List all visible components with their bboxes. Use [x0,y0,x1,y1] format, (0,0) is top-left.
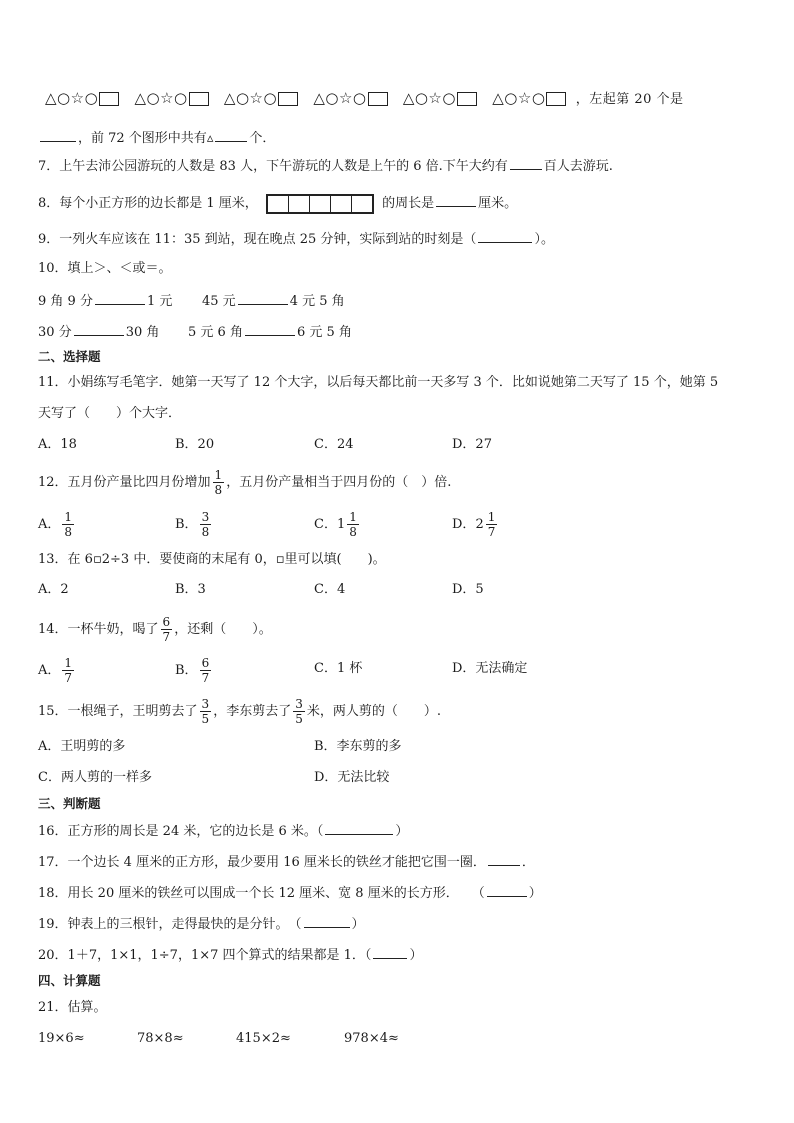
q14-option-a[interactable]: A． $\frac{1}{7}$ [38,656,73,685]
q20: 20．1＋7，1×1，1÷7，1×7 四个算式的结果都是 1．（ ） [38,944,422,966]
shape-group: △○☆○ [313,89,387,107]
q17: 17．一个边长 4 厘米的正方形，最少要用 16 厘米长的铁丝才能把它围一圈． ． [38,851,535,873]
answer-blank[interactable] [304,913,350,928]
answer-blank[interactable] [510,155,542,170]
five-squares-figure [266,194,374,214]
answer-blank[interactable] [40,127,76,142]
shape-group: △○☆○ [45,89,119,107]
q11-option-d[interactable]: D．27 [452,437,492,452]
q11-option-a[interactable]: A．18 [38,437,77,452]
q10-row2-item2: 5 元 6 角 6 元 5 角 [188,321,352,343]
section-heading-choice: 二、选择题 [38,349,101,364]
q14: 14．一杯牛奶，喝了 $\frac{6}{7}$ ，还剩（ ）。 [38,615,272,644]
q15-option-b[interactable]: B．李东剪的多 [314,739,402,754]
fraction: $\frac{3}{5}$ [295,697,303,726]
q14-option-b[interactable]: B． $\frac{6}{7}$ [175,656,210,685]
answer-blank[interactable] [488,851,520,866]
answer-blank[interactable] [325,820,393,835]
q11-option-c[interactable]: C．24 [314,437,354,452]
q12: 12．五月份产量比四月份增加 $\frac{1}{8}$ ，五月份产量相当于四月份的（ ）倍. [38,468,452,497]
fraction: $\frac{1}{8}$ [214,468,223,497]
q11-line1: 11．小娟练写毛笔字．她第一天写了 12 个大字，以后每天都比前一天多写 3 个．比如说她第二天写了 15 个，她第 5 [38,375,719,390]
shape-group: △○☆○ [224,89,298,107]
q16: 16．正方形的周长是 24 米，它的边长是 6 米。（ ） [38,820,408,842]
q13: 13．在 6▫2÷3 中．要使商的末尾有 0，▫里可以填( )。 [38,552,386,567]
q13-option-d[interactable]: D．5 [452,582,484,597]
q9: 9．一列火车应该在 11：35 到站，现在晚点 25 分钟，实际到站的时刻是（ ）。 [38,228,554,250]
q6-tail: ，左起第 20 个是 [575,92,684,107]
answer-blank[interactable] [215,127,247,142]
q21: 21．估算。 [38,1000,107,1015]
q8: 8．每个小正方形的边长都是 1 厘米， 的周长是 厘米。 [38,192,517,214]
q12-option-b[interactable]: B． $\frac{3}{8}$ [175,510,210,539]
q11-line2: 天写了（ ）个大字． [38,406,182,421]
q10-row1-item2: 45 元 4 元 5 角 [202,290,345,312]
square-shape [99,92,119,106]
q18: 18．用长 20 厘米的铁丝可以围成一个长 12 厘米、宽 8 厘米的长方形． （ ） [38,882,542,904]
answer-blank[interactable] [373,944,407,959]
q15: 15．一根绳子，王明剪去了 $\frac{3}{5}$ ，李东剪去了 $\frac{3}{5}$ 米，两人剪的（ ）. [38,697,441,726]
answer-blank[interactable] [436,192,476,207]
q10-row2-item1: 30 分 30 角 [38,321,159,343]
q11-option-b[interactable]: B．20 [175,437,215,452]
answer-blank[interactable] [238,290,288,305]
q6-shape-sequence [45,88,684,107]
section-heading-judgement: 三、判断题 [38,796,101,811]
q15-option-a[interactable]: A．王明剪的多 [38,739,126,754]
q13-option-a[interactable]: A．2 [38,582,69,597]
q12-option-c[interactable]: C．1 $\frac{1}{8}$ [314,510,357,539]
q6-line2: ，前 72 个图形中共有▵ 个． [38,127,275,149]
q13-option-c[interactable]: C．4 [314,582,346,597]
q15-option-c[interactable]: C．两人剪的一样多 [38,770,152,785]
estimate-item: 78×8≈ [137,1031,184,1046]
q14-option-c[interactable]: C．1 杯 [314,661,363,676]
square-shape [546,92,566,106]
section-heading-calculation: 四、计算题 [38,973,101,988]
answer-blank[interactable] [478,228,532,243]
shape-group: △○☆○ [492,89,566,107]
fraction: $\frac{3}{5}$ [201,697,210,726]
q13-option-b[interactable]: B．3 [175,582,206,597]
square-shape [189,92,209,106]
q12-option-a[interactable]: A． $\frac{1}{8}$ [38,510,73,539]
answer-blank[interactable] [95,290,145,305]
estimate-item: 978×4≈ [344,1031,399,1046]
shape-group: △○☆○ [403,89,477,107]
q7: 7．上午去沛公园游玩的人数是 83 人，下午游玩的人数是上午的 6 倍.下午大约有 百人去游玩. [38,155,613,177]
square-shape [368,92,388,106]
triangle-icon: ▵ [206,131,214,146]
shape-group: △○☆○ [134,89,208,107]
q12-option-d[interactable]: D．2 $\frac{1}{7}$ [452,510,496,539]
estimate-item: 19×6≈ [38,1031,85,1046]
fraction: $\frac{6}{7}$ [162,615,171,644]
answer-blank[interactable] [245,321,295,336]
square-shape [278,92,298,106]
answer-blank[interactable] [74,321,124,336]
estimate-item: 415×2≈ [236,1031,291,1046]
q10-row1-item1: 9 角 9 分 1 元 [38,290,172,312]
square-shape [457,92,477,106]
q15-option-d[interactable]: D．无法比较 [314,770,390,785]
q10: 10．填上＞、＜或＝。 [38,261,172,276]
q19: 19．钟表上的三根针，走得最快的是分针。 （ ） [38,913,365,935]
answer-blank[interactable] [487,882,527,897]
q14-option-d[interactable]: D．无法确定 [452,661,528,676]
